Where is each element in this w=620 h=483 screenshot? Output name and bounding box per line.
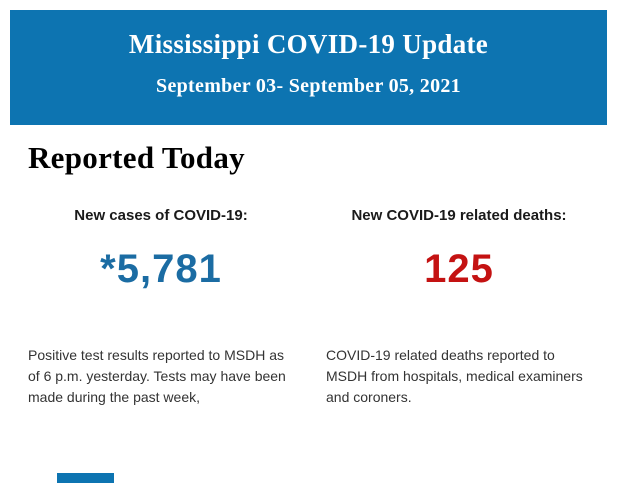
header-banner bbox=[10, 10, 607, 125]
header-date-range: September 03- September 05, 2021 bbox=[156, 75, 461, 97]
new-cases-label: New cases of COVID-19: bbox=[74, 207, 248, 224]
stat-descriptions-row bbox=[0, 345, 620, 408]
new-deaths-value: 125 bbox=[424, 247, 494, 291]
footer-band-fragment bbox=[57, 473, 114, 483]
new-deaths-description: COVID-19 related deaths reported to MSDH from hospitals, medical examiners and coroners. bbox=[326, 347, 583, 405]
new-deaths-label: New COVID-19 related deaths: bbox=[351, 207, 567, 224]
header-title: Mississippi COVID-19 Update bbox=[128, 29, 489, 59]
new-cases-description: Positive test results reported to MSDH as of 6 p.m. yesterday. Tests may have been made during the past week, bbox=[28, 347, 286, 405]
new-cases-value: *5,781 bbox=[100, 247, 222, 291]
section-title-reported-today: Reported Today bbox=[28, 140, 245, 175]
stat-values-row bbox=[0, 247, 620, 292]
stat-labels-row bbox=[0, 207, 620, 224]
